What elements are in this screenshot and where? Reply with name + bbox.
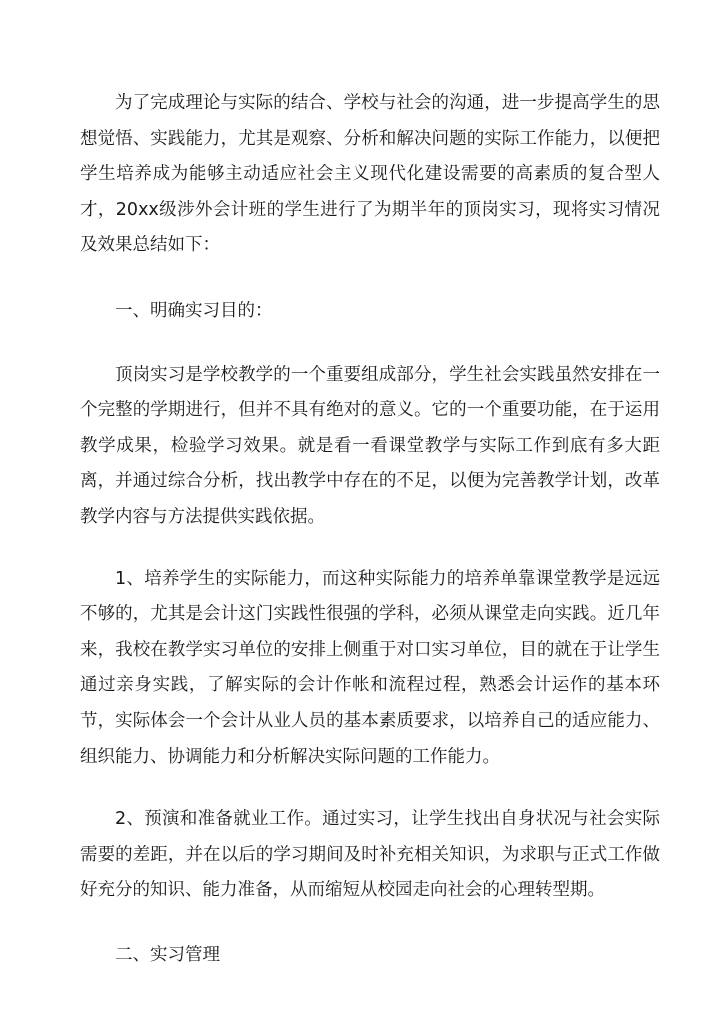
document-body (80, 86, 660, 973)
section-heading-management: 二、实习管理 (115, 944, 220, 965)
point-1-paragraph: 1、培养学生的实际能力，而这种实际能力的培养单靠课堂教学是远远不够的，尤其是会计这门实践性很强的学科，必须从课堂走向实践。近几年来，我校在教学实习单位的安排上侧重于对口实习单位，目的就在于让学生通过亲身实践，了解实际的会计作帐和流程过程，熟悉会计运作的基本环节，实际体会一个会计从业人员的基本素质要求，以培养自己的适应能力、组织能力、协调能力和分析解决实际问题的工作能力。 (80, 568, 660, 767)
point-2-paragraph: 2、预演和准备就业工作。通过实习，让学生找出自身状况与社会实际需要的差距，并在以后的学习期间及时补充相关知识，为求职与正式工作做好充分的知识、能力准备，从而缩短从校园走向社会的心理转型期。 (80, 809, 660, 901)
purpose-paragraph: 顶岗实习是学校教学的一个重要组成部分，学生社会实践虽然安排在一个完整的学期进行，但并不具有绝对的意义。它的一个重要功能，在于运用教学成果，检验学习效果。就是看一看课堂教学与实际工作到底有多大距离，并通过综合分析，找出教学中存在的不足，以便为完善教学计划，改革教学内容与方法提供实践依据。 (80, 364, 660, 527)
intro-paragraph: 为了完成理论与实际的结合、学校与社会的沟通，进一步提高学生的思想觉悟、实践能力，尤其是观察、分析和解决问题的实际工作能力，以便把学生培养成为能够主动适应社会主义现代化建设需要的高素质的复合型人才，20xx级涉外会计班的学生进行了为期半年的顶岗实习，现将实习情况及效果总结如下： (80, 93, 660, 256)
section-heading-purpose: 一、明确实习目的： (115, 300, 273, 321)
